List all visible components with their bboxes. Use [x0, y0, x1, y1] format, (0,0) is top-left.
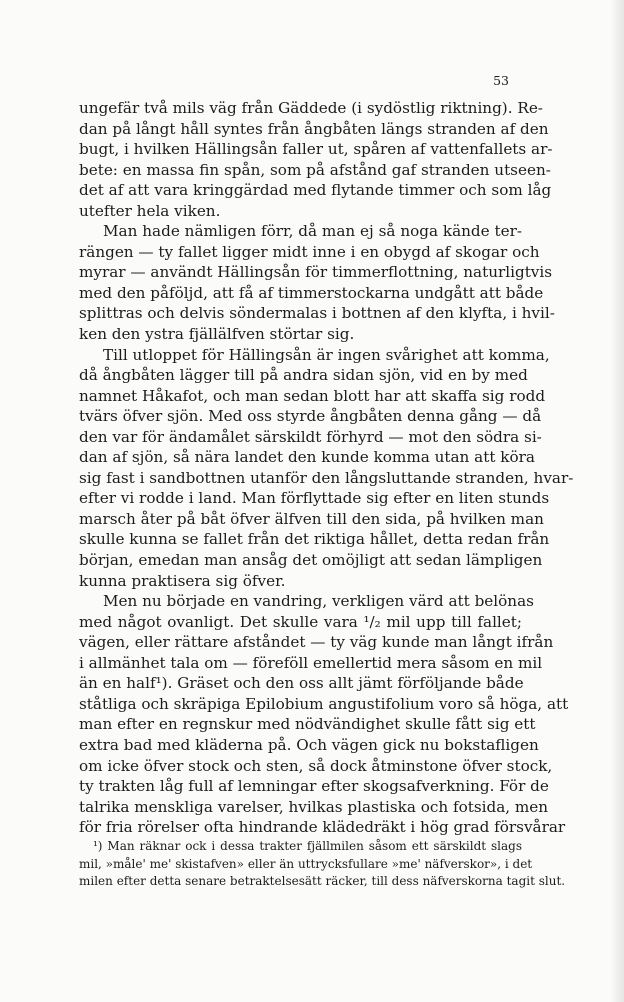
- page-edge-shadow: [610, 0, 624, 1002]
- text-line: dan af sjön, så nära landet den kunde komma utan att köra: [79, 448, 535, 467]
- text-line: skulle kunna se fallet från det riktiga hållet, detta redan från: [79, 530, 550, 549]
- text-line: om icke öfver stock och sten, så dock åtminstone öfver stock,: [79, 756, 553, 775]
- text-line: än en half¹). Gräset och den oss allt jämt förföljande både: [79, 674, 524, 693]
- text-line: Men nu började en vandring, verkligen värd att belönas: [103, 592, 534, 611]
- footnote: [79, 838, 566, 891]
- text-line: efter vi rodde i land. Man förflyttade sig efter en liten stunds: [79, 489, 550, 508]
- text-line: den var för ändamålet särskildt förhyrd — mot den södra si-: [79, 427, 542, 446]
- text-line: rängen — ty fallet ligger midt inne i en obygd af skogar och: [79, 242, 540, 261]
- text-line: det af att vara kringgärdad med flytande timmer och som låg: [79, 181, 552, 200]
- footnote-line: milen efter detta senare betraktelsesätt räcker, till dess näfverskorna tagit slut.: [79, 874, 566, 888]
- text-line: början, emedan man ansåg det omöjligt att sedan lämpligen: [79, 551, 543, 570]
- text-line: man efter en regnskur med nödvändighet skulle fått sig ett: [79, 715, 536, 734]
- text-line: tvärs öfver sjön. Med oss styrde ångbåten denna gång — då: [79, 407, 542, 426]
- text-line: vägen, eller rättare afståndet — ty väg kunde man långt ifrån: [79, 633, 554, 652]
- text-line: talrika menskliga varelser, hvilkas plastiska och fotsida, men: [79, 797, 549, 816]
- footnote-line: mil, »måle' me' skistafven» eller än uttrycksfullare »me' näfverskor», i det: [79, 856, 533, 871]
- footnote-line: ¹) Man räknar ock i dessa trakter fjällmilen såsom ett särskildt slags: [93, 839, 522, 853]
- text-line: då ångbåten lägger till på andra sidan sjön, vid en by med: [79, 366, 528, 385]
- text-line: Man hade nämligen förr, då man ej så noga kände ter-: [103, 222, 522, 241]
- text-line: extra bad med kläderna på. Och vägen gick nu bokstafligen: [79, 735, 539, 754]
- text-line: ken den ystra fjällälfven störtar sig.: [79, 325, 355, 344]
- text-line: sig fast i sandbottnen utanför den långsluttande stranden, hvar-: [79, 468, 574, 487]
- text-line: utefter hela viken.: [79, 201, 221, 220]
- text-line: ståtliga och skräpiga Epilobium angustifolium voro så höga, att: [79, 694, 569, 713]
- text-line: med något ovanligt. Det skulle vara ¹/₂ mil upp till fallet;: [79, 612, 522, 631]
- text-line: bete: en massa fin spån, som på afstånd gaf stranden utseen-: [79, 160, 551, 179]
- text-line: bugt, i hvilken Hällingsån faller ut, spåren af vattenfallets ar-: [79, 140, 553, 159]
- text-line: Till utloppet för Hällingsån är ingen svårighet att komma,: [103, 345, 550, 364]
- text-line: ungefär två mils väg från Gäddede (i sydöstlig riktning). Re-: [79, 99, 543, 117]
- text-line: i allmänhet tala om — föreföll emellertid mera såsom en mil: [79, 653, 543, 672]
- page-number: 53: [493, 73, 509, 88]
- text-line: för fria rörelser ofta hindrande klädedräkt i hög grad försvårar: [79, 818, 566, 837]
- text-line: marsch åter på båt öfver älfven till den sida, på hvilken man: [79, 509, 544, 528]
- text-line: myrar — användt Hällingsån för timmerflottning, naturligtvis: [79, 263, 553, 282]
- text-line: kunna praktisera sig öfver.: [79, 571, 286, 590]
- text-line: namnet Håkafot, och man sedan blott har att skaffa sig rodd: [79, 386, 546, 405]
- text-line: med den påföljd, att få af timmerstockarna undgått att både: [79, 283, 544, 302]
- body-text: [79, 98, 574, 838]
- text-line: splittras och delvis söndermalas i bottnen af den klyfta, i hvil-: [79, 304, 555, 323]
- text-line: ty trakten låg full af lemningar efter skogsafverkning. För de: [79, 777, 549, 796]
- text-line: dan på långt håll syntes från ångbåten längs stranden af den: [79, 119, 549, 138]
